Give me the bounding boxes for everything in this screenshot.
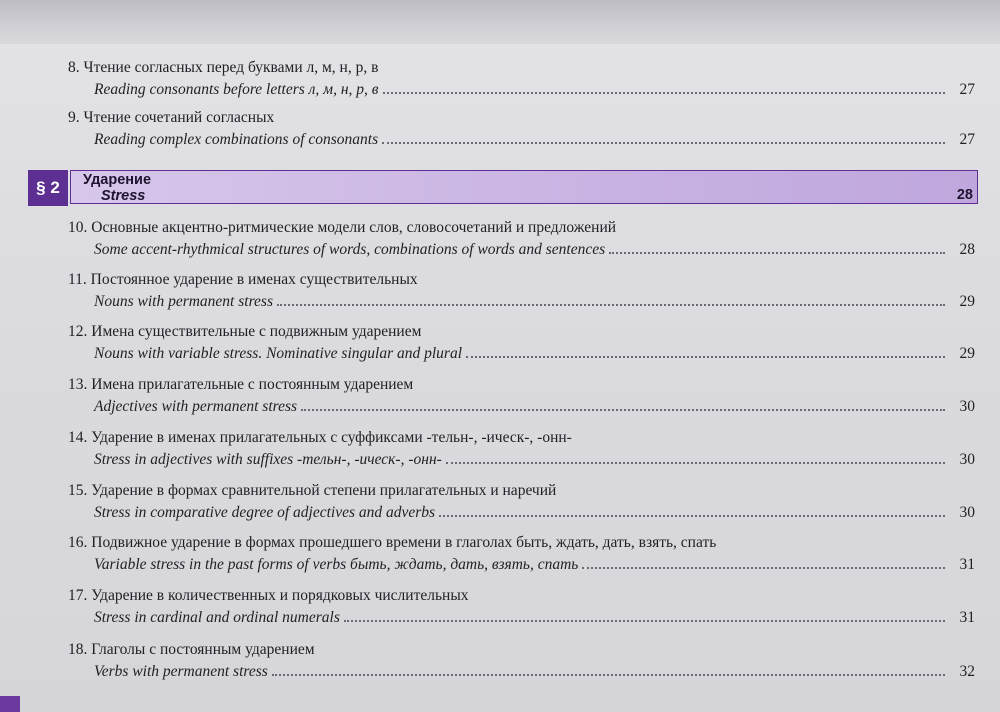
entry-row-en xyxy=(94,660,975,680)
section-number-badge: § 2 xyxy=(28,170,68,206)
entry-title-ru: 14. Ударение в именах прилагательных с суффиксами -тельн-, -ическ-, -онн- xyxy=(68,429,572,446)
dot-leader xyxy=(582,553,945,569)
section-title-en: Stress xyxy=(101,188,146,204)
entry-title-ru: 10. Основные акцентно-ритмические модели слов, словосочетаний и предложений xyxy=(68,219,617,236)
entry-title-ru: 8. Чтение согласных перед буквами л, м, н, р, в xyxy=(68,59,379,76)
entry-row-en xyxy=(94,448,975,468)
entry-title-en: Reading complex combinations of consonants xyxy=(94,131,379,148)
entry-row-en xyxy=(94,238,975,258)
entry-title-ru: 17. Ударение в количественных и порядковых числительных xyxy=(68,587,469,604)
entry-title-en: Reading consonants before letters л, м, н, р, в xyxy=(94,81,379,98)
entry-title-en: Some accent-rhythmical structures of words, combinations of words and sentences xyxy=(94,241,606,258)
entry-title-ru: 18. Глаголы с постоянным ударением xyxy=(68,641,315,658)
entry-title-en: Stress in cardinal and ordinal numerals xyxy=(94,609,340,626)
dot-leader xyxy=(301,395,945,411)
entry-title-en: Stress in adjectives with suffixes -тельн-, -ическ-, -онн- xyxy=(94,451,442,468)
entry-page: 28 xyxy=(959,241,975,258)
entry-row-en xyxy=(94,553,975,573)
entry-row-en xyxy=(94,501,975,521)
entry-row-en xyxy=(94,78,975,98)
dot-leader xyxy=(446,448,945,464)
corner-accent-mark xyxy=(0,696,20,712)
entry-page: 29 xyxy=(959,345,975,362)
section-header-stress[interactable] xyxy=(28,170,978,206)
entry-page: 31 xyxy=(959,609,975,626)
section-title-ru: Ударение xyxy=(83,172,152,188)
entry-page: 30 xyxy=(959,398,975,415)
entry-title-ru: 13. Имена прилагательные с постоянным ударением xyxy=(68,376,414,393)
entry-row-en xyxy=(94,342,975,362)
dot-leader xyxy=(383,78,946,94)
section-page: 28 xyxy=(956,187,973,203)
entry-page: 31 xyxy=(959,556,975,573)
dot-leader xyxy=(439,501,945,517)
entry-row-en xyxy=(94,128,975,148)
entry-title-ru: 9. Чтение сочетаний согласных xyxy=(68,109,275,126)
dot-leader xyxy=(466,342,945,358)
entry-title-ru: 11. Постоянное ударение в именах существительных xyxy=(68,271,418,288)
entry-title-en: Adjectives with permanent stress xyxy=(94,398,298,415)
entry-title-en: Stress in comparative degree of adjectives and adverbs xyxy=(94,504,436,521)
top-shadow-band xyxy=(0,0,1000,44)
entry-title-en: Verbs with permanent stress xyxy=(94,663,268,680)
entry-title-ru: 16. Подвижное ударение в формах прошедшего времени в глаголах быть, ждать, дать, взять, спать xyxy=(68,534,717,551)
dot-leader xyxy=(609,238,945,254)
entry-page: 32 xyxy=(959,663,975,680)
entry-row-en xyxy=(94,606,975,626)
entry-page: 30 xyxy=(959,451,975,468)
entry-row-en xyxy=(94,290,975,310)
dot-leader xyxy=(272,660,945,676)
section-title-bar xyxy=(70,170,978,204)
entry-title-en: Nouns with variable stress. Nominative singular and plural xyxy=(94,345,462,362)
entry-page: 29 xyxy=(959,293,975,310)
entry-row-en xyxy=(94,395,975,415)
dot-leader xyxy=(344,606,945,622)
entry-page: 30 xyxy=(959,504,975,521)
entry-title-en: Variable stress in the past forms of verbs быть, ждать, дать, взять, спать xyxy=(94,556,579,573)
entry-title-en: Nouns with permanent stress xyxy=(94,293,273,310)
dot-leader xyxy=(277,290,945,306)
entry-page: 27 xyxy=(959,81,975,98)
entry-page: 27 xyxy=(959,131,975,148)
entry-title-ru: 12. Имена существительные с подвижным ударением xyxy=(68,323,422,340)
dot-leader xyxy=(382,128,945,144)
entry-title-ru: 15. Ударение в формах сравнительной степени прилагательных и наречий xyxy=(68,482,557,499)
